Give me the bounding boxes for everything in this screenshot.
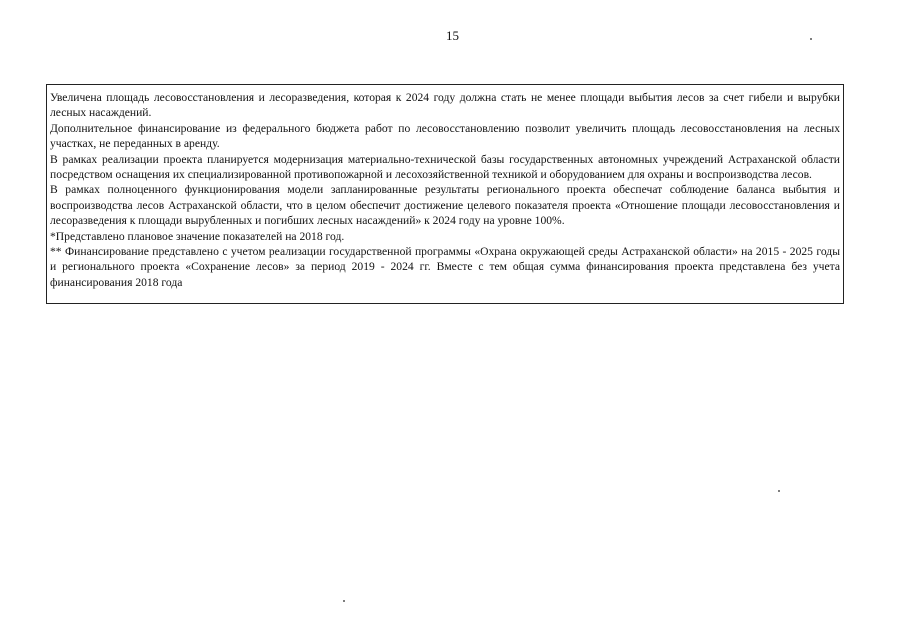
scan-speck: [343, 600, 345, 602]
paragraph-reforestation-area: Увеличена площадь лесовосстановления и лесоразведения, которая к 2024 году должна стать не менее площади выбытия лесов за счет гибели и вырубки лесных насаждений.: [50, 91, 840, 120]
scan-speck: [810, 38, 812, 40]
footnote-financing: ** Финансирование представлено с учетом реализации государственной программы «Охрана окружающей среды Астраханской области» на 2015 - 2025 годы и регионального проекта «Сохранение лесов» за период 2019 - 2024 гг. Вместе с тем общая сумма финансирования проекта представлена без учета финансирования 2018 года: [50, 245, 840, 289]
paragraph-balance: В рамках полноценного функционирования модели запланированные результаты регионального проекта обеспечат соблюдение баланса выбытия и воспроизводства лесов Астраханской области, что в целом обеспечит достижение целевого показателя проекта «Отношение площади лесовосстановления и лесоразведения к площади вырубленных и погибших лесных насаждений» к 2024 году на уровне 100%.: [50, 183, 840, 228]
footnote-planned-value: *Представлено плановое значение показателей на 2018 год.: [50, 229, 345, 243]
notes-box: [46, 84, 844, 304]
page-number: 15: [446, 28, 459, 43]
paragraph-modernization: В рамках реализации проекта планируется модернизация материально-технической базы государственных автономных учреждений Астраханской области посредством оснащения их специализированной противопожарной и лесохозяйственной техникой и оборудованием для охраны и воспроизводства лесов.: [50, 152, 840, 182]
scan-speck: [778, 490, 780, 492]
paragraph-federal-funding: Дополнительное финансирование из федерального бюджета работ по лесовосстановлению позволит увеличить площадь лесовосстановления на лесных участках, не переданных в аренду.: [50, 121, 840, 151]
